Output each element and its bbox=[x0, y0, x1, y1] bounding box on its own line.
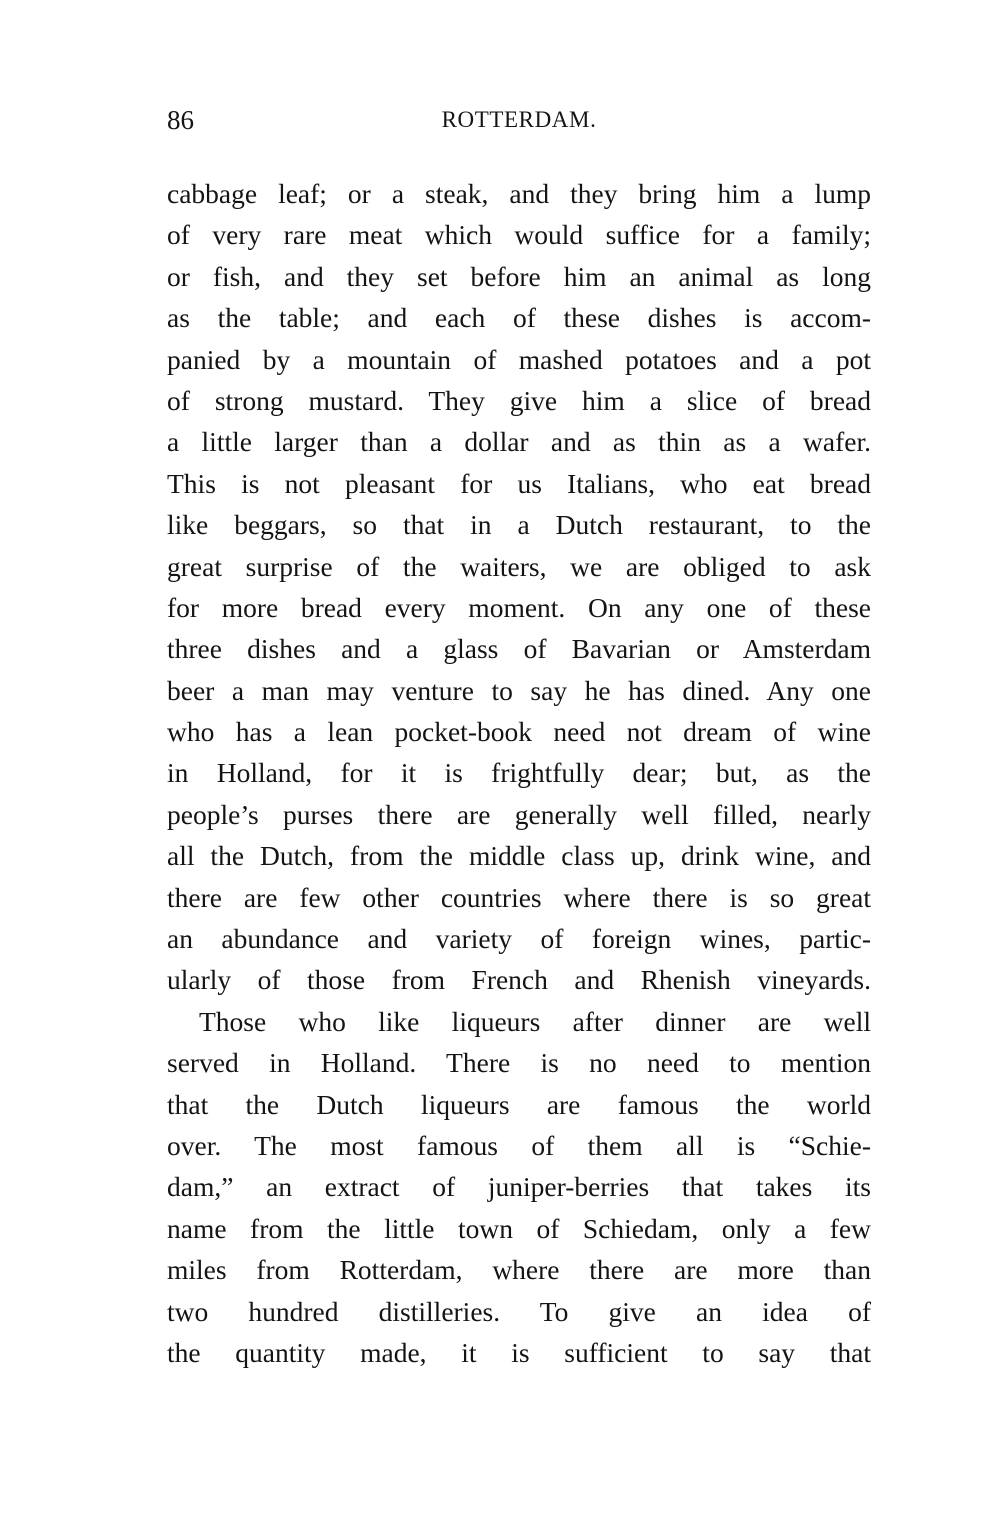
text-line: in Holland, for it is frightfully dear; but, as the bbox=[167, 757, 871, 789]
text-line: an abundance and variety of foreign wines, partic- bbox=[167, 923, 871, 955]
text-line: cabbage leaf; or a steak, and they bring him a lump bbox=[167, 178, 871, 209]
text-line: as the table; and each of these dishes is accom- bbox=[167, 302, 871, 334]
text-line: of very rare meat which would suffice for a family; bbox=[167, 219, 871, 251]
text-line: panied by a mountain of mashed potatoes and a pot bbox=[167, 343, 871, 375]
page-number: 86 bbox=[167, 105, 194, 135]
running-head: ROTTERDAM. bbox=[441, 107, 597, 132]
text-line: that the Dutch liqueurs are famous the world bbox=[167, 1088, 871, 1120]
text-line: there are few other countries where there is so great bbox=[167, 881, 871, 913]
text-line: or fish, and they set before him an animal as long bbox=[167, 260, 871, 292]
text-line: the quantity made, it is sufficient to say that bbox=[167, 1336, 871, 1368]
text-line: miles from Rotterdam, where there are more than bbox=[167, 1254, 871, 1286]
text-line: of strong mustard. They give him a slice of bread bbox=[167, 384, 871, 416]
text-line: This is not pleasant for us Italians, who eat bread bbox=[167, 467, 871, 499]
text-line: who has a lean pocket-book need not dream of wine bbox=[167, 716, 871, 748]
text-line: served in Holland. There is no need to mention bbox=[167, 1047, 871, 1079]
page-header bbox=[167, 104, 871, 136]
paragraph-first-line: Those who like liqueurs after dinner are well bbox=[199, 1005, 871, 1037]
text-line: people’s purses there are generally well filled, nearly bbox=[167, 798, 871, 830]
text-line: a little larger than a dollar and as thin as a wafer. bbox=[167, 426, 871, 458]
text-line: beer a man may venture to say he has dined. Any one bbox=[167, 674, 871, 706]
text-line: dam,” an extract of juniper-berries that takes its bbox=[167, 1171, 871, 1203]
text-line: for more bread every moment. On any one of these bbox=[167, 591, 871, 623]
text-line: all the Dutch, from the middle class up, drink wine, and bbox=[167, 840, 871, 872]
text-line: three dishes and a glass of Bavarian or Amsterdam bbox=[167, 633, 871, 665]
text-line: over. The most famous of them all is “Schie- bbox=[167, 1129, 871, 1161]
text-line: ularly of those from French and Rhenish vineyards. bbox=[167, 964, 871, 996]
text-line: name from the little town of Schiedam, only a few bbox=[167, 1212, 871, 1244]
text-line: great surprise of the waiters, we are obliged to ask bbox=[167, 550, 871, 582]
body-text bbox=[167, 173, 871, 1373]
text-line: like beggars, so that in a Dutch restaurant, to the bbox=[167, 509, 871, 541]
text-line: two hundred distilleries. To give an idea of bbox=[167, 1295, 871, 1327]
